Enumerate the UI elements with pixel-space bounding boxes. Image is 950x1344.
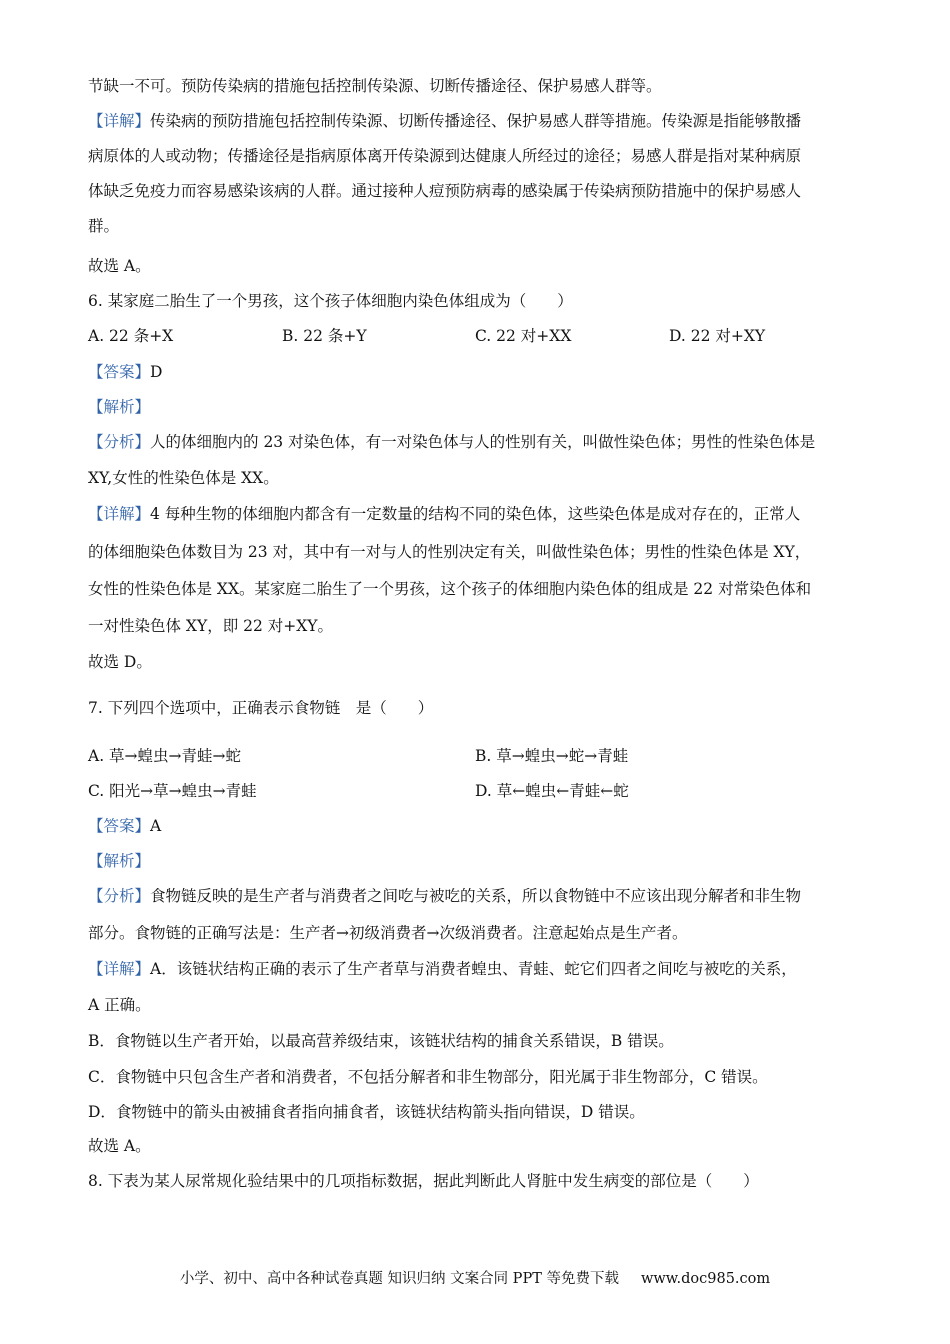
q6-option-b: B. 22 条+Y xyxy=(282,327,367,345)
intro-line-1: 节缺一不可。预防传染病的措施包括控制传染源、切断传播途径、保护易感人群等。 xyxy=(88,77,662,95)
q7-option-c: C. 阳光→草→蝗虫→青蛙 xyxy=(88,782,257,800)
footer-site-link[interactable]: www.doc985.com xyxy=(640,1271,771,1287)
q6-detail-4: 一对性染色体 XY，即 22 对+XY。 xyxy=(88,617,334,635)
q7-detail-a1: 【详解】A．该链状结构正确的表示了生产者草与消费者蝗虫、青蛙、蛇它们四者之间吃与被吃的关系， xyxy=(88,960,797,978)
q6-conclusion: 故选 D。 xyxy=(88,653,152,671)
q6-option-d: D. 22 对+XY xyxy=(669,327,766,345)
answer-tag: 【答案】 xyxy=(88,363,151,381)
q8-stem: 8. 下表为某人尿常规化验结果中的几项指标数据，据此判断此人肾脏中发生病变的部位是（ ） xyxy=(88,1172,759,1190)
fenxi-tag: 【分析】 xyxy=(88,887,151,905)
q7-option-b: B. 草→蝗虫→蛇→青蛙 xyxy=(475,747,629,765)
q6-detail-2: 的体细胞染色体数目为 23 对，其中有一对与人的性别决定有关，叫做性染色体；男性的性染色体是 XY， xyxy=(88,543,811,561)
q6-fenxi-1: 【分析】人的体细胞内的 23 对染色体，有一对染色体与人的性别有关，叫做性染色体；男性的性染色体是 xyxy=(88,433,816,451)
q7-option-a: A. 草→蝗虫→青蛙→蛇 xyxy=(88,747,242,765)
fenxi-tag: 【分析】 xyxy=(88,433,151,451)
q6-option-c: C. 22 对+XX xyxy=(475,327,572,345)
q7-detail-c: C．食物链中只包含生产者和消费者，不包括分解者和非生物部分，阳光属于非生物部分，C 错误。 xyxy=(88,1068,768,1086)
detail-tag: 【详解】 xyxy=(88,960,151,978)
q6-option-a: A. 22 条+X xyxy=(88,327,174,345)
q7-option-d: D. 草←蝗虫←青蛙←蛇 xyxy=(475,782,629,800)
footer-text: 小学、初中、高中各种试卷真题 知识归纳 文案合同 PPT 等免费下载 xyxy=(179,1271,619,1287)
q7-fenxi-1: 【分析】食物链反映的是生产者与消费者之间吃与被吃的关系，所以食物链中不应该出现分解者和非生物 xyxy=(88,887,802,905)
intro-line-3: 病原体的人或动物；传播途径是指病原体离开传染源到达健康人所经过的途径；易感人群是指对某种病原 xyxy=(88,147,802,165)
q6-fenxi-2: XY,女性的性染色体是 XX。 xyxy=(88,469,279,487)
q7-analysis-tag: 【解析】 xyxy=(88,852,151,870)
q7-conclusion: 故选 A。 xyxy=(88,1137,151,1155)
intro-line-4: 体缺乏免疫力而容易感染该病的人群。通过接种人痘预防病毒的感染属于传染病预防措施中的保护易感人 xyxy=(88,182,802,200)
q6-detail-1: 【详解】4 每种生物的体细胞内都含有一定数量的结构不同的染色体，这些染色体是成对存在的，正常人 xyxy=(88,505,801,523)
q7-stem: 7. 下列四个选项中，正确表示食物链 是（ ） xyxy=(88,699,434,717)
detail-tag: 【详解】 xyxy=(88,505,151,523)
detail-tag: 【详解】 xyxy=(88,112,151,130)
q7-detail-a2: A 正确。 xyxy=(88,996,151,1014)
q6-detail-3: 女性的性染色体是 XX。某家庭二胎生了一个男孩，这个孩子的体细胞内染色体的组成是 22 对常染色体和 xyxy=(88,580,812,598)
q7-answer: 【答案】A xyxy=(88,817,162,835)
q6-answer: 【答案】D xyxy=(88,363,163,381)
answer-tag: 【答案】 xyxy=(88,817,151,835)
q6-stem: 6. 某家庭二胎生了一个男孩，这个孩子体细胞内染色体组成为（ ） xyxy=(88,292,573,310)
intro-line-5: 群。 xyxy=(88,217,120,235)
page-footer xyxy=(0,1268,950,1290)
q7-detail-d: D．食物链中的箭头由被捕食者指向捕食者，该链状结构箭头指向错误，D 错误。 xyxy=(88,1103,645,1121)
intro-detail-paragraph: 【详解】传染病的预防措施包括控制传染源、切断传播途径、保护易感人群等措施。传染源是指能够散播 xyxy=(88,112,802,130)
q7-detail-b: B．食物链以生产者开始，以最高营养级结束，该链状结构的捕食关系错误，B 错误。 xyxy=(88,1032,674,1050)
q6-analysis-tag: 【解析】 xyxy=(88,398,151,416)
q7-fenxi-2: 部分。食物链的正确写法是：生产者→初级消费者→次级消费者。注意起始点是生产者。 xyxy=(88,924,688,942)
intro-conclusion: 故选 A。 xyxy=(88,257,151,275)
